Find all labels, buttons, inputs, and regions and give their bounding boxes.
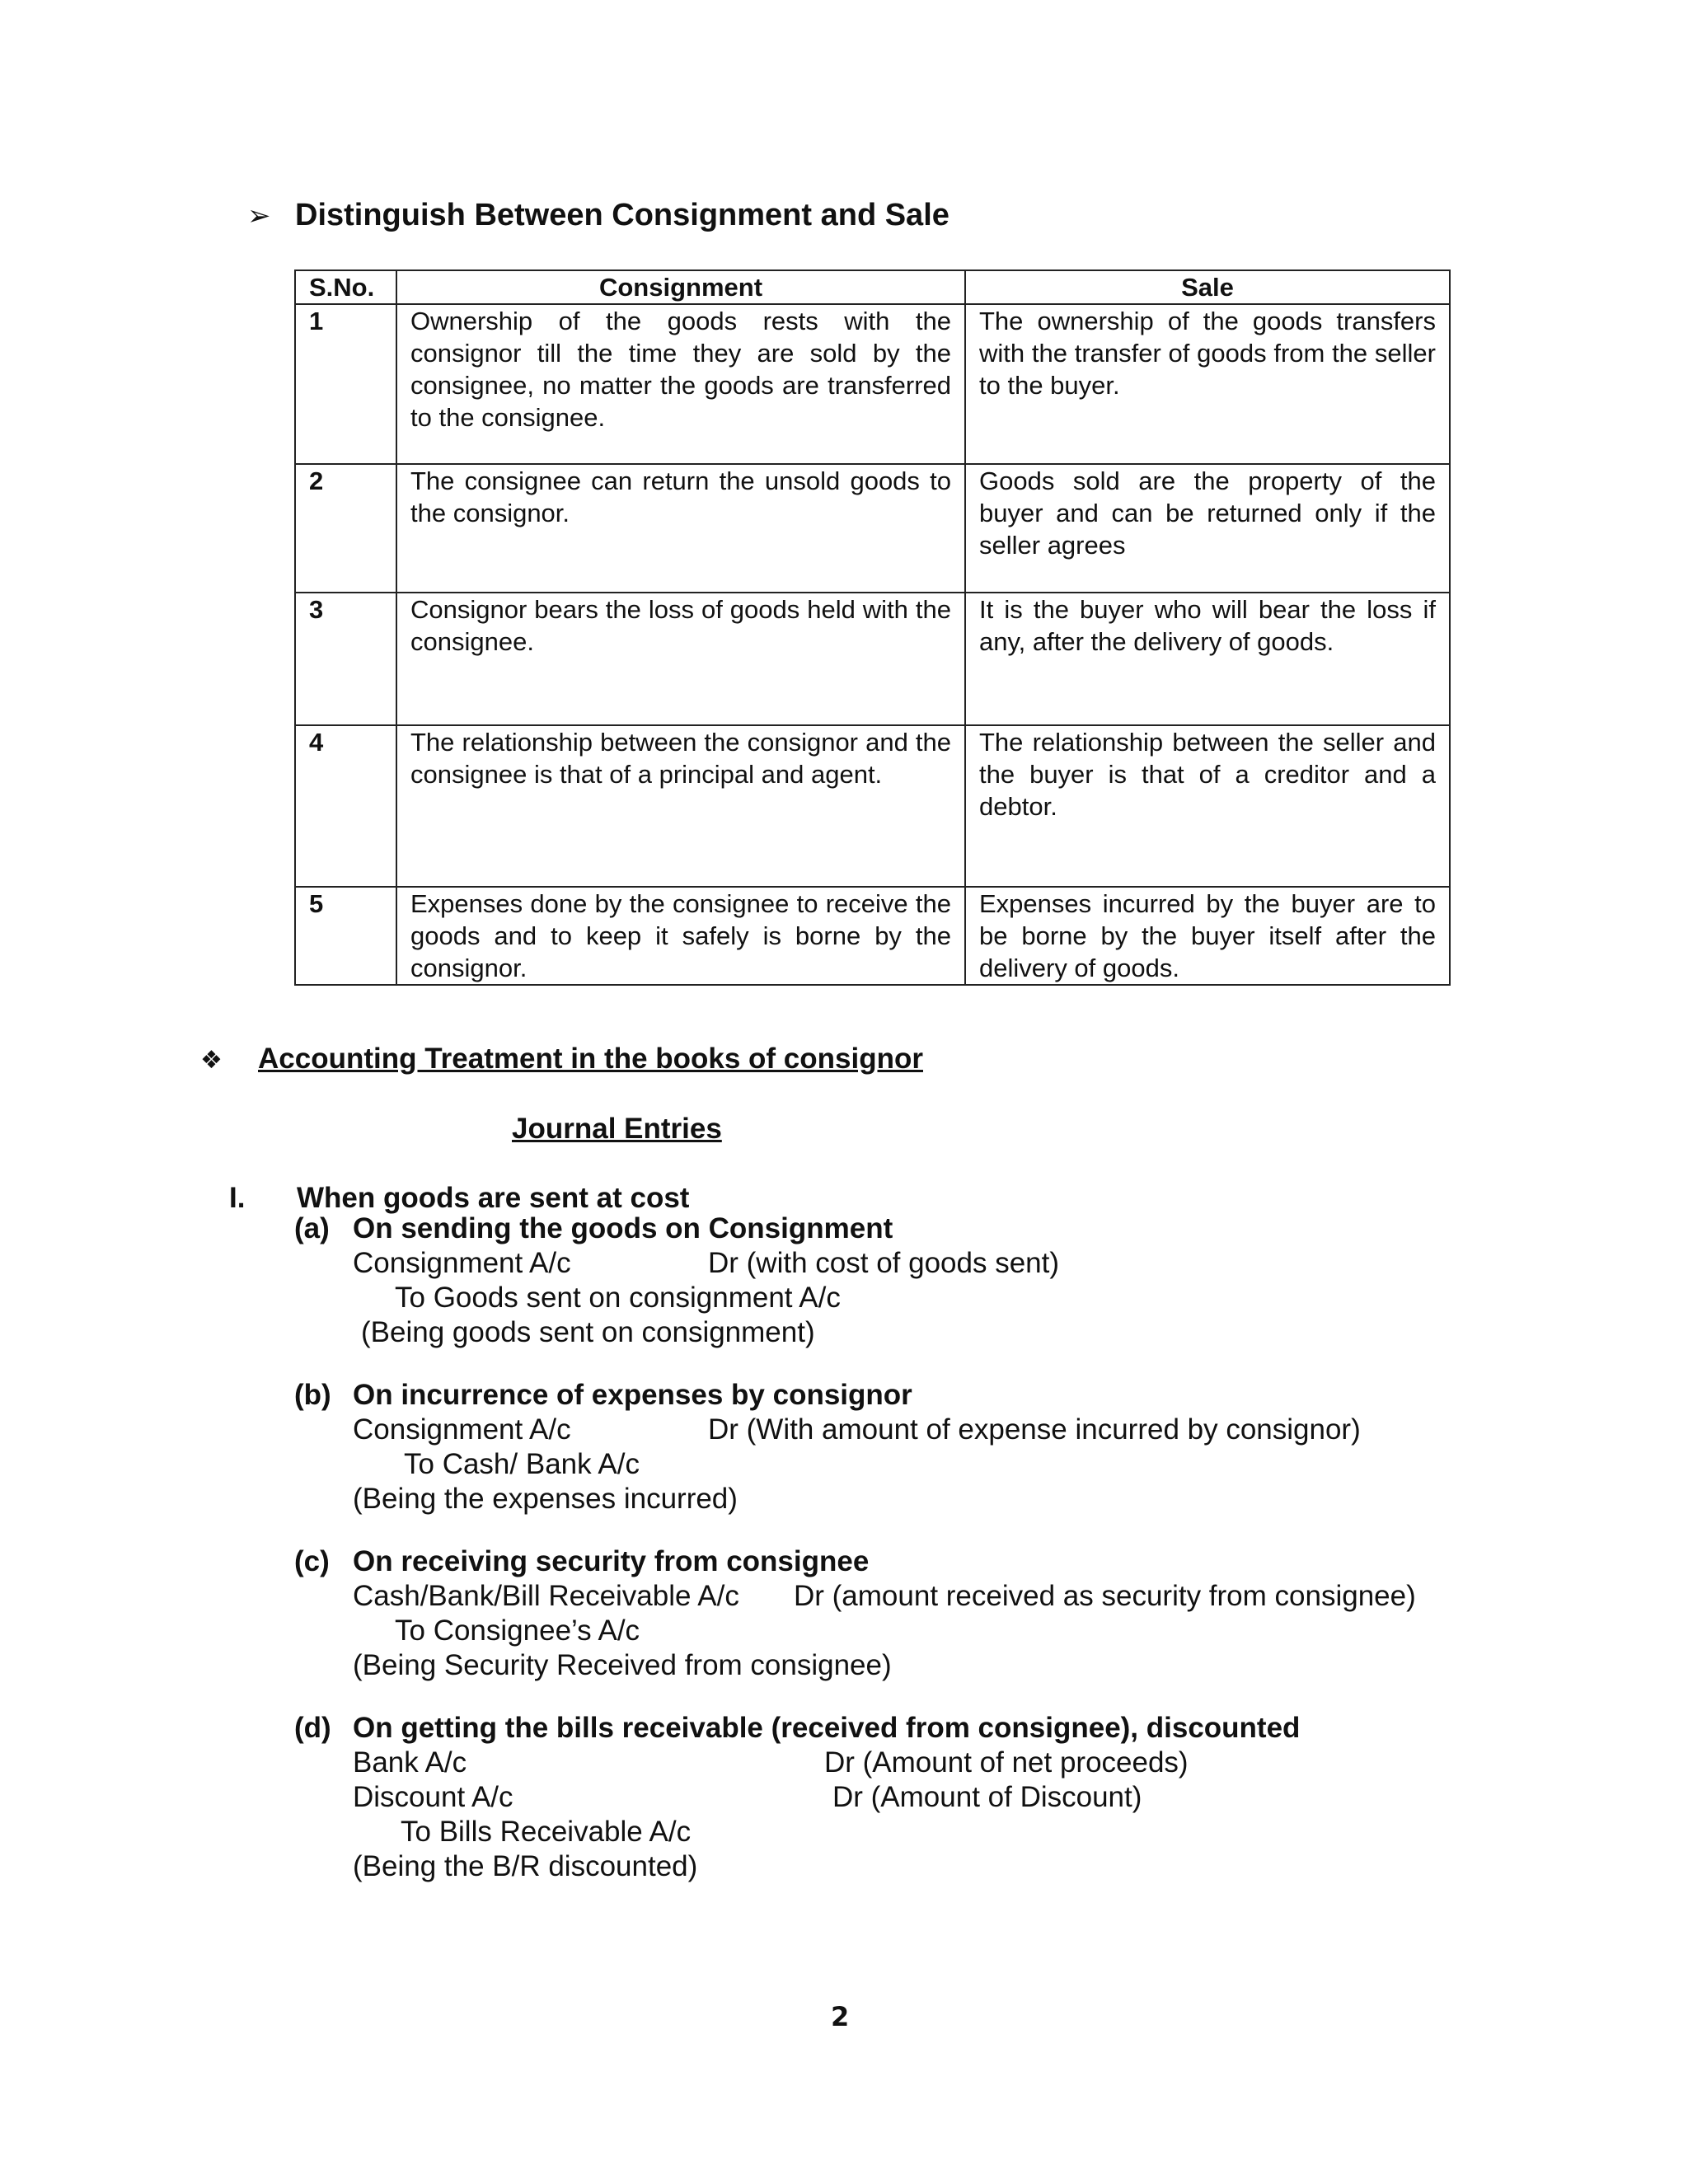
entry-title: On incurrence of expenses by consignor	[353, 1379, 912, 1411]
cell-sale: The relationship between the seller and the buyer is that of a creditor and a debtor.	[965, 725, 1450, 887]
entry-label: (b)	[294, 1379, 331, 1411]
cell-sale: The ownership of the goods transfers with the transfer of goods from the seller to the buyer.	[965, 304, 1450, 464]
comparison-table	[294, 269, 1451, 986]
entry-a-credit: To Goods sent on consignment A/c	[395, 1282, 841, 1314]
cell-sno: 1	[295, 304, 396, 464]
entry-c-narration: (Being Security Received from consignee)	[353, 1649, 892, 1681]
cell-sale: Expenses incurred by the buyer are to be borne by the buyer itself after the delivery of goods.	[965, 887, 1450, 985]
cell-consignment: Consignor bears the loss of goods held with the consignee.	[396, 593, 965, 725]
entry-b-debit-account: Consignment A/c	[353, 1413, 571, 1446]
page-number: 2	[831, 2001, 850, 2032]
part-numeral: I.	[229, 1182, 246, 1214]
cell-consignment: The consignee can return the unsold goods to the consignor.	[396, 464, 965, 593]
entry-title: On receiving security from consignee	[353, 1545, 870, 1577]
table-row	[295, 464, 1450, 593]
diamond-bullet-icon: ❖	[200, 1047, 223, 1074]
part-title: When goods are sent at cost	[297, 1182, 690, 1214]
part-heading	[229, 1182, 689, 1215]
cell-sale: Goods sold are the property of the buyer and can be returned only if the seller agrees	[965, 464, 1450, 593]
entry-d-credit: To Bills Receivable A/c	[401, 1816, 692, 1848]
entry-d-debit-account: Bank A/c	[353, 1746, 467, 1779]
section-heading-accounting-text: Accounting Treatment in the books of consignor	[258, 1043, 923, 1075]
table-row	[295, 304, 1450, 464]
entry-a-debit-account: Consignment A/c	[353, 1247, 571, 1279]
entry-c-heading	[294, 1544, 869, 1579]
entry-label: (c)	[294, 1545, 330, 1577]
journal-entries-title: Journal Entries	[512, 1113, 722, 1145]
cell-sno: 4	[295, 725, 396, 887]
entry-b-debit-note: Dr (With amount of expense incurred by consignor)	[708, 1413, 1361, 1446]
entry-c-credit: To Consignee’s A/c	[395, 1615, 640, 1647]
entry-d-debit-note: Dr (Amount of net proceeds)	[824, 1746, 1189, 1779]
entry-a-narration: (Being goods sent on consignment)	[361, 1316, 815, 1348]
cell-consignment: Expenses done by the consignee to receive the goods and to keep it safely is borne by the consignor.	[396, 887, 965, 985]
table-header-row	[295, 270, 1450, 304]
section-heading-distinguish	[247, 198, 950, 233]
entry-d-debit2-account: Discount A/c	[353, 1781, 513, 1813]
cell-sno: 5	[295, 887, 396, 985]
cell-consignment: Ownership of the goods rests with the consignor till the time they are sold by the consignee, no matter the goods are transferred to the consignee.	[396, 304, 965, 464]
entry-label: (d)	[294, 1712, 331, 1744]
cell-consignment: The relationship between the consignor and the consignee is that of a principal and agent.	[396, 725, 965, 887]
table-row	[295, 593, 1450, 725]
entry-a-debit-note: Dr (with cost of goods sent)	[708, 1247, 1059, 1279]
arrow-bullet-icon: ➢	[247, 200, 271, 232]
column-header-sno: S.No.	[295, 270, 396, 304]
cell-sno: 2	[295, 464, 396, 593]
entry-title: On getting the bills receivable (received from consignee), discounted	[353, 1712, 1301, 1744]
section-heading-accounting	[200, 1043, 923, 1076]
cell-sale: It is the buyer who will bear the loss if any, after the delivery of goods.	[965, 593, 1450, 725]
entry-c-debit-account: Cash/Bank/Bill Receivable A/c	[353, 1580, 739, 1612]
section-heading-text: Distinguish Between Consignment and Sale	[295, 198, 950, 232]
column-header-sale: Sale	[965, 270, 1450, 304]
entry-d-narration: (Being the B/R discounted)	[353, 1850, 698, 1882]
entry-d-debit2-note: Dr (Amount of Discount)	[832, 1781, 1142, 1813]
entry-a-heading	[294, 1212, 893, 1246]
table-row	[295, 725, 1450, 887]
cell-sno: 3	[295, 593, 396, 725]
entry-b-credit: To Cash/ Bank A/c	[404, 1448, 640, 1480]
entry-title: On sending the goods on Consignment	[353, 1212, 893, 1244]
table-row	[295, 887, 1450, 985]
entry-b-narration: (Being the expenses incurred)	[353, 1483, 738, 1515]
entry-label: (a)	[294, 1212, 330, 1244]
column-header-consignment: Consignment	[396, 270, 965, 304]
entry-d-heading	[294, 1711, 1300, 1746]
entry-b-heading	[294, 1378, 912, 1413]
entry-c-debit-note: Dr (amount received as security from consignee)	[794, 1580, 1416, 1612]
